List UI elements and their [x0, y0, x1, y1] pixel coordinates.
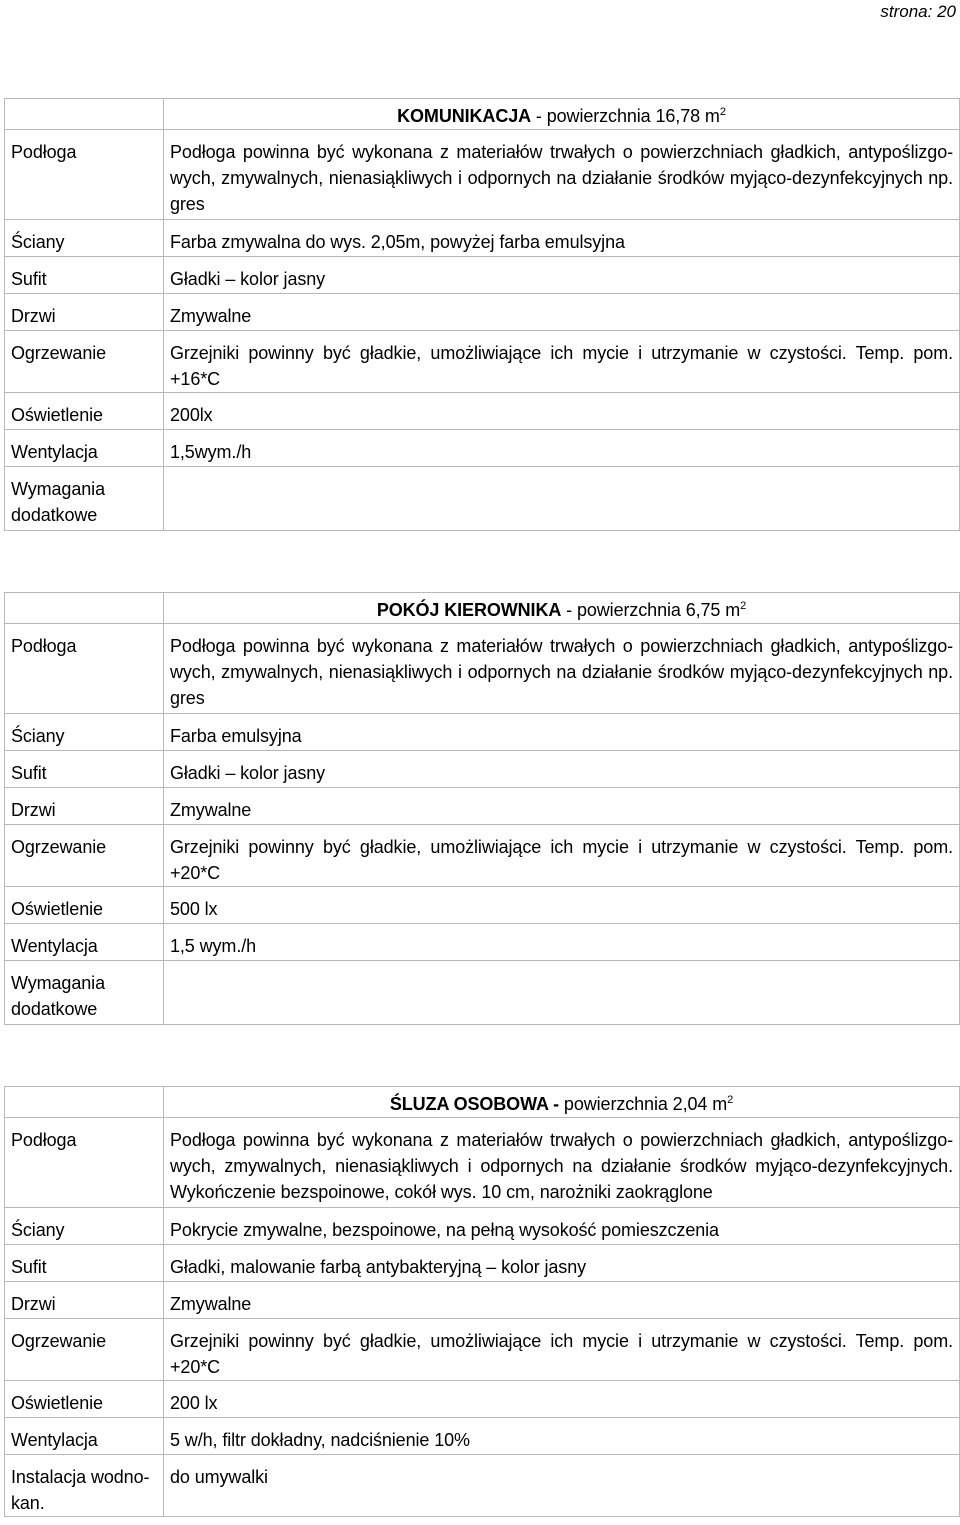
- spec-label: Sufit: [5, 1245, 164, 1282]
- spec-row-podloga: [5, 624, 960, 714]
- spec-value: 500 lx: [164, 887, 960, 924]
- room-area: powierzchnia 2,04 m: [559, 1094, 728, 1114]
- spec-row-oswietlenie: [5, 887, 960, 924]
- spec-label: Sufit: [5, 751, 164, 788]
- spec-value: 200 lx: [164, 1381, 960, 1418]
- area-unit-exponent: 2: [740, 600, 747, 612]
- area-unit-exponent: 2: [727, 1094, 734, 1106]
- spec-value: Podłoga powinna być wykonana z materiałów trwałych o powierzchniach gładkich, antypoślizgo-wych, zmywalnych, nienasiąkliwych i odpornych na działanie środków myjąco-dezynfekcyjnych np. gres: [164, 624, 960, 714]
- spec-label: Wymagania dodatkowe: [5, 961, 164, 1025]
- spec-row-instalacja: [5, 1455, 960, 1517]
- spec-row-sciany: [5, 220, 960, 257]
- spec-row-oswietlenie: [5, 1381, 960, 1418]
- spec-label: Ogrzewanie: [5, 331, 164, 393]
- spec-value: Podłoga powinna być wykonana z materiałów trwałych o powierzchniach gładkich, antypoślizgo-wych, zmywalnych, nienasiąkliwych i odpornych na działanie środków myjąco-dezynfekcyjnych. Wykończenie bezspoinowe, cokół wys. 10 cm, narożniki zaokrąglone: [164, 1118, 960, 1208]
- spec-row-podloga: [5, 1118, 960, 1208]
- room-name: ŚLUZA OSOBOWA -: [389, 1094, 560, 1114]
- room-spec-table-sluza-osobowa: [4, 1086, 960, 1517]
- spec-row-wymagania: [5, 467, 960, 531]
- spec-value: Grzejniki powinny być gładkie, umożliwiające ich mycie i utrzymanie w czystości. Temp. pom. +20*C: [164, 1319, 960, 1381]
- spec-value: 1,5wym./h: [164, 430, 960, 467]
- area-unit-exponent: 2: [719, 106, 726, 118]
- spec-label: Ściany: [5, 714, 164, 751]
- spec-label: Drzwi: [5, 788, 164, 825]
- spec-value: Grzejniki powinny być gładkie, umożliwiające ich mycie i utrzymanie w czystości. Temp. pom. +20*C: [164, 825, 960, 887]
- spec-value: 200lx: [164, 393, 960, 430]
- spec-value: Podłoga powinna być wykonana z materiałów trwałych o powierzchniach gładkich, antypoślizgo-wych, zmywalnych, nienasiąkliwych i odpornych na działanie środków myjąco-dezynfekcyjnych np. gres: [164, 130, 960, 220]
- room-title-row: [5, 99, 960, 130]
- spec-label: Oświetlenie: [5, 393, 164, 430]
- spec-label: Oświetlenie: [5, 887, 164, 924]
- spec-row-sciany: [5, 714, 960, 751]
- spec-value: Zmywalne: [164, 788, 960, 825]
- spec-label: Drzwi: [5, 294, 164, 331]
- spec-value: Zmywalne: [164, 1282, 960, 1319]
- spec-value: [164, 467, 960, 531]
- spec-value: Pokrycie zmywalne, bezspoinowe, na pełną wysokość pomieszczenia: [164, 1208, 960, 1245]
- spec-value: Gładki, malowanie farbą antybakteryjną – kolor jasny: [164, 1245, 960, 1282]
- spec-label: Ogrzewanie: [5, 1319, 164, 1381]
- spec-row-ogrzewanie: [5, 825, 960, 887]
- spec-label: Wentylacja: [5, 924, 164, 961]
- spec-value: do umywalki: [164, 1455, 960, 1517]
- room-title: [164, 593, 960, 624]
- spec-label: Podłoga: [5, 130, 164, 220]
- spec-value: 5 w/h, filtr dokładny, nadciśnienie 10%: [164, 1418, 960, 1455]
- spec-row-wymagania: [5, 961, 960, 1025]
- spec-row-podloga: [5, 130, 960, 220]
- spec-row-drzwi: [5, 1282, 960, 1319]
- spec-value: 1,5 wym./h: [164, 924, 960, 961]
- room-spec-table-komunikacja: [4, 98, 960, 531]
- spec-label: Podłoga: [5, 1118, 164, 1208]
- spec-row-sufit: [5, 1245, 960, 1282]
- room-area: - powierzchnia 6,75 m: [561, 600, 741, 620]
- room-name: KOMUNIKACJA: [397, 106, 532, 126]
- spec-row-sufit: [5, 751, 960, 788]
- spec-row-sciany: [5, 1208, 960, 1245]
- spec-row-sufit: [5, 257, 960, 294]
- spec-row-drzwi: [5, 788, 960, 825]
- spec-label: Ogrzewanie: [5, 825, 164, 887]
- spec-value: Gładki – kolor jasny: [164, 257, 960, 294]
- spec-label: Wymagania dodatkowe: [5, 467, 164, 531]
- spec-value: Grzejniki powinny być gładkie, umożliwiające ich mycie i utrzymanie w czystości. Temp. pom. +16*C: [164, 331, 960, 393]
- spec-value: Gładki – kolor jasny: [164, 751, 960, 788]
- spec-value: Farba zmywalna do wys. 2,05m, powyżej farba emulsyjna: [164, 220, 960, 257]
- spec-row-ogrzewanie: [5, 1319, 960, 1381]
- room-title-row: [5, 1087, 960, 1118]
- spec-value: [164, 961, 960, 1025]
- spec-row-ogrzewanie: [5, 331, 960, 393]
- room-area: - powierzchnia 16,78 m: [531, 106, 720, 126]
- spec-label: Oświetlenie: [5, 1381, 164, 1418]
- spec-label: Ściany: [5, 1208, 164, 1245]
- room-spec-table-pokoj-kierownika: [4, 592, 960, 1025]
- room-title-row: [5, 593, 960, 624]
- spec-label: Wentylacja: [5, 1418, 164, 1455]
- spec-label: Instalacja wodno-kan.: [5, 1455, 164, 1517]
- spec-value: Farba emulsyjna: [164, 714, 960, 751]
- room-name: POKÓJ KIEROWNIKA: [376, 600, 562, 620]
- spec-value: Zmywalne: [164, 294, 960, 331]
- spec-row-wentylacja: [5, 1418, 960, 1455]
- page-number: strona: 20: [880, 2, 956, 21]
- spec-row-drzwi: [5, 294, 960, 331]
- spec-row-wentylacja: [5, 430, 960, 467]
- spec-row-wentylacja: [5, 924, 960, 961]
- spec-label: Sufit: [5, 257, 164, 294]
- spec-label: Drzwi: [5, 1282, 164, 1319]
- spec-label: Ściany: [5, 220, 164, 257]
- spec-row-oswietlenie: [5, 393, 960, 430]
- room-title: [164, 99, 960, 130]
- spec-label: Wentylacja: [5, 430, 164, 467]
- room-title: [164, 1087, 960, 1118]
- spec-label: Podłoga: [5, 624, 164, 714]
